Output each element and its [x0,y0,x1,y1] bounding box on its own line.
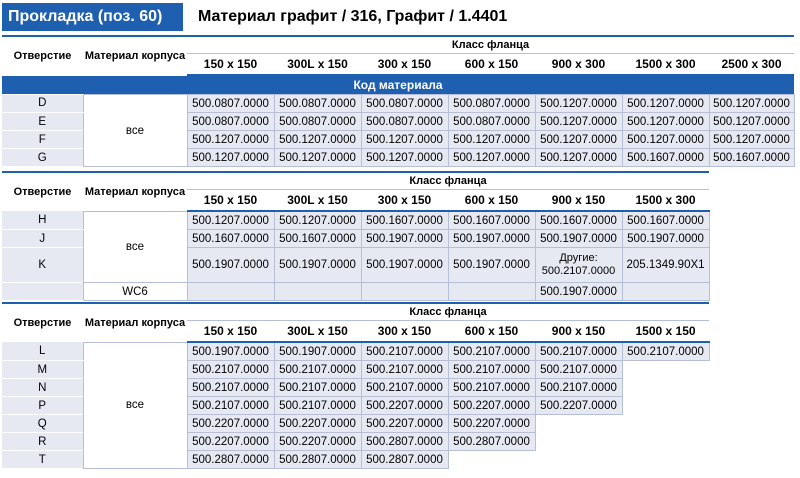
material-code-cell: 500.1207.0000 [709,131,794,149]
material-code-cell: 500.2207.0000 [448,415,535,433]
empty-cell [274,283,361,301]
material-code-cell: 500.2107.0000 [187,379,274,397]
material-code-cell: 500.1607.0000 [448,211,535,230]
material-code-cell: 500.1207.0000 [361,131,448,149]
material-code-cell: 500.2807.0000 [274,451,361,469]
material-code-cell: 500.1207.0000 [709,113,794,131]
material-code-cell: 500.2107.0000 [535,379,622,397]
material-code-cell: 500.2107.0000 [361,361,448,379]
material-code-cell: 500.1907.0000 [187,342,274,361]
material-code-cell: 500.2107.0000 [187,397,274,415]
material-code-cell: 500.2207.0000 [187,433,274,451]
material-code-cell: 500.1207.0000 [535,149,622,167]
material-code-cell: 500.1207.0000 [187,149,274,167]
material-code-cell: 500.1907.0000 [448,248,535,283]
size-header: 2500 x 300 [709,54,794,76]
material-code-cell: 500.1207.0000 [709,95,794,113]
material-code-bar: Код материала [2,75,794,95]
material-code-cell: 500.1207.0000 [361,149,448,167]
hole-cell [2,283,83,301]
gasket-table-section-3 [2,302,710,469]
blank-cell [622,397,709,415]
material-code-cell: 500.1207.0000 [622,131,709,149]
blank-cell [622,379,709,397]
body-material-cell: WC6 [83,283,187,301]
material-code-cell: 500.2107.0000 [448,379,535,397]
material-code-cell: 500.0807.0000 [361,113,448,131]
material-code-cell: 500.1907.0000 [535,230,622,248]
hole-cell: E [2,113,83,131]
size-header: 300L x 150 [274,54,361,76]
material-code-cell: 500.1907.0000 [361,230,448,248]
material-code-cell: 500.2107.0000 [274,397,361,415]
size-header: 300 x 150 [361,321,448,343]
material-code-cell: 500.2107.0000 [361,342,448,361]
size-header: 1500 x 150 [622,321,709,343]
material-code-cell: 500.2207.0000 [274,433,361,451]
size-header: 600 x 150 [448,321,535,343]
blank-cell [448,451,535,469]
size-header: 150 x 150 [187,54,274,76]
size-header: 600 x 150 [448,190,535,212]
part-badge: Прокладка (поз. 60) [2,3,183,31]
material-code-cell: 500.1207.0000 [448,149,535,167]
material-code-cell: 500.0807.0000 [448,95,535,113]
material-code-cell: 500.1207.0000 [622,113,709,131]
material-code-cell: 500.0807.0000 [187,95,274,113]
page-header [0,0,800,36]
hole-cell: P [2,397,83,415]
blank-cell [535,451,622,469]
size-header: 600 x 150 [448,54,535,76]
hole-cell: M [2,361,83,379]
blank-cell [535,433,622,451]
material-code-cell: 500.1207.0000 [274,149,361,167]
material-code-cell: 500.1607.0000 [361,211,448,230]
hole-cell: K [2,248,83,283]
material-code-cell: 500.2207.0000 [535,397,622,415]
empty-cell [187,283,274,301]
flange-class-header: Класс фланца [187,36,794,54]
blank-cell [622,361,709,379]
size-header: 1500 x 300 [622,190,709,212]
blank-cell [535,415,622,433]
material-code-cell: 500.2107.0000 [535,342,622,361]
material-code-cell: 500.2207.0000 [361,397,448,415]
material-code-cell: 500.1907.0000 [361,248,448,283]
material-code-cell: 500.1607.0000 [709,149,794,167]
material-code-cell: 500.2107.0000 [448,342,535,361]
body-material-cell: все [83,342,187,469]
material-code-cell: 500.2107.0000 [274,361,361,379]
hole-cell: G [2,149,83,167]
material-code-cell: 500.2107.0000 [274,379,361,397]
material-code-cell: 500.2107.0000 [535,361,622,379]
material-code-cell: 500.2107.0000 [448,361,535,379]
material-code-cell: 500.2107.0000 [361,379,448,397]
blank-cell [622,433,709,451]
hole-header: Отверстие [2,36,83,75]
size-header: 900 x 150 [535,190,622,212]
gasket-table-section-1 [2,35,795,167]
size-header: 900 x 150 [535,321,622,343]
hole-cell: J [2,230,83,248]
material-code-cell: 500.1907.0000 [187,248,274,283]
hole-cell: F [2,131,83,149]
size-header: 300L x 150 [274,321,361,343]
material-code-cell: 500.1207.0000 [535,113,622,131]
size-header: 300L x 150 [274,190,361,212]
material-code-cell: 500.1207.0000 [274,131,361,149]
material-code-cell: 500.1207.0000 [448,131,535,149]
material-code-cell: 500.0807.0000 [274,113,361,131]
body-material-cell: все [83,211,187,283]
material-code-cell: 500.2207.0000 [361,415,448,433]
page-title: Материал графит / 316, Графит / 1.4401 [198,8,508,25]
material-code-cell: 500.1207.0000 [274,211,361,230]
material-code-cell: 500.1607.0000 [622,149,709,167]
size-header: 300 x 150 [361,54,448,76]
hole-cell: T [2,451,83,469]
material-code-cell: 500.0807.0000 [361,95,448,113]
body-material-header: Материал корпуса [83,303,187,342]
body-material-header: Материал корпуса [83,172,187,211]
size-header: 300 x 150 [361,190,448,212]
material-code-cell: 500.1907.0000 [622,230,709,248]
material-code-cell: 500.2207.0000 [448,397,535,415]
blank-cell [622,451,709,469]
size-header: 1500 x 300 [622,54,709,76]
body-material-cell: все [83,95,187,167]
material-code-cell: 500.0807.0000 [448,113,535,131]
material-code-cell: Другие: 500.2107.0000 [535,248,622,283]
material-code-cell: 500.1207.0000 [535,95,622,113]
material-code-cell: 500.1907.0000 [535,283,622,301]
material-code-cell: 500.1907.0000 [448,230,535,248]
empty-cell [448,283,535,301]
hole-cell: H [2,211,83,230]
material-code-cell: 205.1349.90X1 [622,248,709,283]
hole-cell: D [2,95,83,113]
material-code-cell: 500.2807.0000 [448,433,535,451]
material-code-cell: 500.1207.0000 [187,131,274,149]
material-code-cell: 500.2807.0000 [361,451,448,469]
hole-cell: Q [2,415,83,433]
material-code-cell: 500.2807.0000 [187,451,274,469]
empty-cell [622,283,709,301]
blank-cell [622,415,709,433]
material-code-cell: 500.2207.0000 [274,415,361,433]
material-code-cell: 500.2107.0000 [187,361,274,379]
flange-class-header: Класс фланца [187,303,709,321]
body-material-header: Материал корпуса [83,36,187,75]
material-code-cell: 500.1607.0000 [535,211,622,230]
hole-header: Отверстие [2,303,83,342]
hole-cell: L [2,342,83,361]
material-code-cell: 500.2807.0000 [361,433,448,451]
material-code-cell: 500.2107.0000 [622,342,709,361]
hole-cell: R [2,433,83,451]
material-code-cell: 500.0807.0000 [187,113,274,131]
material-code-cell: 500.1907.0000 [274,248,361,283]
flange-class-header: Класс фланца [187,172,709,190]
size-header: 900 x 300 [535,54,622,76]
hole-cell: N [2,379,83,397]
material-code-cell: 500.1907.0000 [274,342,361,361]
size-header: 150 x 150 [187,321,274,343]
material-code-cell: 500.1207.0000 [622,95,709,113]
material-code-cell: 500.1607.0000 [274,230,361,248]
gasket-table-section-2 [2,171,710,301]
material-code-cell: 500.1207.0000 [187,211,274,230]
material-code-cell: 500.0807.0000 [274,95,361,113]
empty-cell [361,283,448,301]
size-header: 150 x 150 [187,190,274,212]
material-code-cell: 500.1607.0000 [187,230,274,248]
hole-header: Отверстие [2,172,83,211]
material-code-cell: 500.2207.0000 [187,415,274,433]
material-code-cell: 500.1207.0000 [535,131,622,149]
material-code-cell: 500.1607.0000 [622,211,709,230]
